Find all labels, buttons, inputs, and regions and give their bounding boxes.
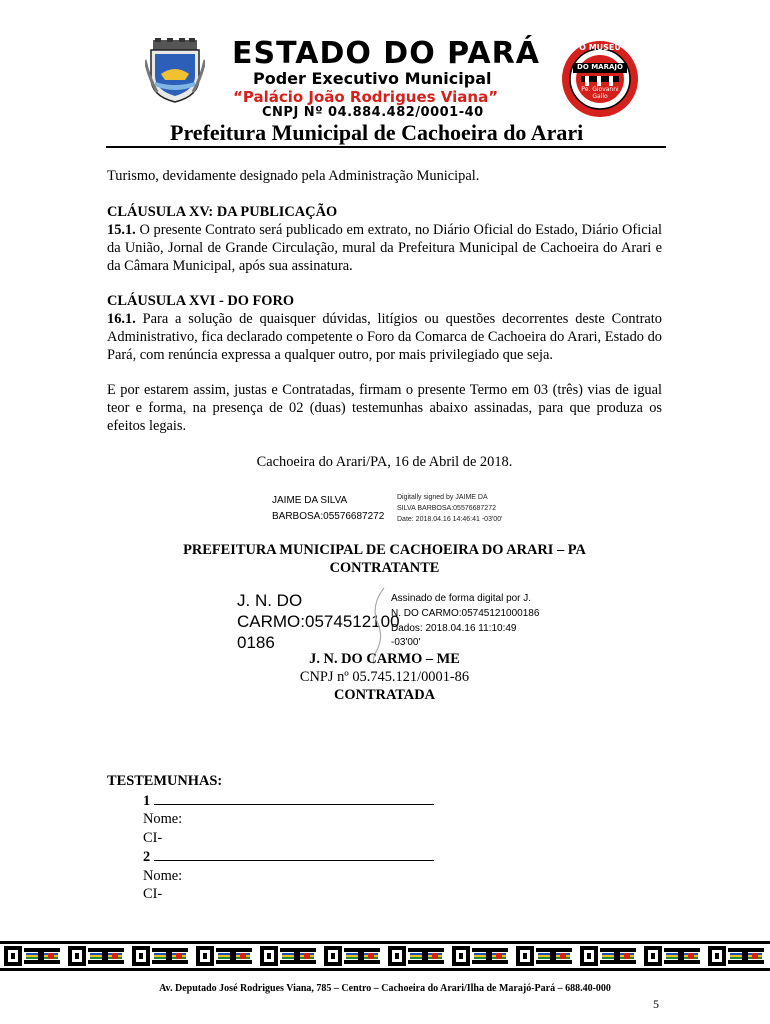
pattern-block xyxy=(280,960,316,964)
pattern-block xyxy=(24,960,60,964)
pattern-block xyxy=(240,953,246,959)
pattern-block xyxy=(0,941,770,944)
prefecture-title: Prefeitura Municipal de Cachoeira do Arari xyxy=(170,120,584,145)
contratada-role: CONTRATADA xyxy=(333,687,435,703)
pattern-block xyxy=(216,960,252,964)
pattern-block xyxy=(152,948,188,952)
signer2-digital-line2: N. DO CARMO:05745121000186 xyxy=(391,608,540,619)
witnesses-section xyxy=(107,772,507,904)
pattern-block xyxy=(230,952,236,960)
pattern-block xyxy=(24,948,60,952)
pattern-block xyxy=(88,948,124,952)
pattern-block xyxy=(139,953,143,959)
pattern-block xyxy=(728,960,764,964)
signer1-name-line1: JAIME DA SILVA xyxy=(272,495,348,506)
museum-founder-text: Pe. Giovanni xyxy=(581,86,619,93)
pattern-block xyxy=(75,953,79,959)
pattern-block xyxy=(152,960,188,964)
pattern-block xyxy=(344,948,380,952)
clause15-paragraph xyxy=(107,221,662,276)
footer-address: Av. Deputado José Rodrigues Viana, 785 – Centro – Cachoeira do Arari/Ilha de Marajó-Pará – 688.40-000 xyxy=(159,983,611,994)
pattern-block xyxy=(536,948,572,952)
pattern-block xyxy=(11,953,15,959)
witness1-signature-line xyxy=(154,791,434,805)
pattern-block xyxy=(587,953,591,959)
signer2-name-line3: 0186 xyxy=(237,633,275,652)
witness2-line xyxy=(107,847,507,867)
pattern-block xyxy=(395,953,399,959)
pattern-block xyxy=(728,948,764,952)
pattern-block xyxy=(560,953,566,959)
pattern-block xyxy=(614,952,620,960)
pattern-block xyxy=(688,953,694,959)
witness1-number: 1 xyxy=(143,792,151,809)
pattern-block xyxy=(422,952,428,960)
clause16-heading: CLÁUSULA XVI - DO FORO xyxy=(107,293,295,309)
pattern-block xyxy=(112,953,118,959)
pattern-block xyxy=(166,952,172,960)
pattern-block xyxy=(664,948,700,952)
marajoara-pattern-border xyxy=(0,937,770,975)
pattern-block xyxy=(408,948,444,952)
pattern-block xyxy=(216,948,252,952)
pattern-block xyxy=(600,960,636,964)
pattern-block xyxy=(664,960,700,964)
pattern-block xyxy=(203,953,207,959)
witness2-name-label: Nome: xyxy=(143,867,183,884)
museum-top-text: O MUSEU xyxy=(579,43,621,52)
pattern-block xyxy=(600,948,636,952)
clause15-text: O presente Contrato será publicado em extrato, no Diário Oficial do Estado, Diário Oficial da União, Jornal de Grande Circulação, mural da Prefeitura Municipal de Cachoeira do Arari e da Câmara Municipal, após sua assinatura. xyxy=(107,222,662,275)
pattern-block xyxy=(358,952,364,960)
witness1-name-label: Nome: xyxy=(143,811,183,827)
pattern-block xyxy=(88,960,124,964)
signer2-digital-line1: Assinado de forma digital por J. xyxy=(391,593,532,604)
museum-band-text: DO MARAJÓ xyxy=(577,63,623,71)
header-divider xyxy=(106,146,666,148)
pattern-block xyxy=(550,952,556,960)
signer2-digital-line4: -03'00' xyxy=(391,637,421,648)
closing-paragraph: E por estarem assim, justas e Contratadas, firmam o presente Termo em 03 (três) vias de igual teor e forma, na presença de 02 (duas) testemunhas abaixo assinadas, para que produza os efeitos legais. xyxy=(107,382,662,435)
signer1-digital-line1: Digitally signed by JAIME DA xyxy=(397,494,488,501)
signer1-digital-line2: SILVA BARBOSA:05576687272 xyxy=(397,505,496,512)
pattern-block xyxy=(331,953,335,959)
museum-seal-logo xyxy=(561,40,639,118)
pattern-block xyxy=(368,953,374,959)
clause15-number: 15.1. xyxy=(107,222,136,238)
pattern-block xyxy=(536,960,572,964)
pattern-block xyxy=(267,953,271,959)
pattern-block xyxy=(0,968,770,971)
pattern-block xyxy=(486,952,492,960)
pattern-block xyxy=(523,953,527,959)
witnesses-heading: TESTEMUNHAS: xyxy=(107,773,223,789)
witness2-signature-line xyxy=(154,847,434,861)
contratada-name: J. N. DO CARMO – ME xyxy=(309,651,460,667)
witness2-number: 2 xyxy=(143,849,151,865)
pattern-block xyxy=(742,952,748,960)
palace-name: “Palácio João Rodrigues Viana” xyxy=(233,88,499,106)
page-number: 5 xyxy=(653,997,659,1011)
pattern-block xyxy=(102,952,108,960)
witness2-ci-label: CI- xyxy=(143,886,163,902)
contratada-cnpj: CNPJ nº 05.745.121/0001-86 xyxy=(299,669,470,685)
pattern-block xyxy=(624,953,630,959)
museum-founder-surname: Gallo xyxy=(592,93,608,100)
contratante-role: CONTRATANTE xyxy=(329,560,440,576)
clause16-text: Para a solução de quaisquer dúvidas, litígios ou questões decorrentes deste Contrato Administrativo, fica declarado competente o Foro da Comarca de Cachoeira do Arari, Estado do Pará, com renúncia expressa a qualquer outro, por mais privilegiado que seja. xyxy=(107,311,662,364)
pattern-block xyxy=(459,953,463,959)
pattern-block xyxy=(408,960,444,964)
municipal-coat-of-arms-icon xyxy=(145,38,205,104)
clause16-paragraph xyxy=(107,310,662,365)
pattern-block xyxy=(294,952,300,960)
contratante-name: PREFEITURA MUNICIPAL DE CACHOEIRA DO ARARI – PA xyxy=(183,542,586,558)
signer2-name-line1: J. N. DO xyxy=(237,591,303,610)
pattern-block xyxy=(304,953,310,959)
signer2-name-line2: CARMO:0574512100 xyxy=(237,612,400,631)
pattern-block xyxy=(472,948,508,952)
intro-paragraph: Turismo, devidamente designado pela Administração Municipal. xyxy=(107,168,480,184)
witness1-ci-label: CI- xyxy=(143,829,163,846)
pattern-block xyxy=(280,948,316,952)
pattern-block xyxy=(496,953,502,959)
witness1-line xyxy=(107,791,507,811)
signer1-digital-line3: Date: 2018.04.16 14:46:41 -03'00' xyxy=(397,516,503,523)
clause15-heading: CLÁUSULA XV: DA PUBLICAÇÃO xyxy=(107,204,338,220)
pattern-block xyxy=(38,952,44,960)
header-cnpj: CNPJ Nº 04.884.482/0001-40 xyxy=(262,105,484,120)
signer1-name-line2: BARBOSA:05576687272 xyxy=(272,511,385,522)
signer2-digital-line3: Dados: 2018.04.16 11:10:49 xyxy=(391,623,517,634)
pattern-block xyxy=(432,953,438,959)
pattern-block xyxy=(472,960,508,964)
executive-power-label: Poder Executivo Municipal xyxy=(253,69,492,88)
pattern-block xyxy=(678,952,684,960)
clause16-number: 16.1. xyxy=(107,311,136,327)
pattern-block xyxy=(715,953,719,959)
pattern-block xyxy=(651,953,655,959)
pattern-block xyxy=(176,953,182,959)
state-title: ESTADO DO PARÁ xyxy=(232,36,540,71)
pattern-block xyxy=(344,960,380,964)
pattern-block xyxy=(48,953,54,959)
place-date: Cachoeira do Arari/PA, 16 de Abril de 2018. xyxy=(256,454,513,470)
pattern-block xyxy=(752,953,758,959)
